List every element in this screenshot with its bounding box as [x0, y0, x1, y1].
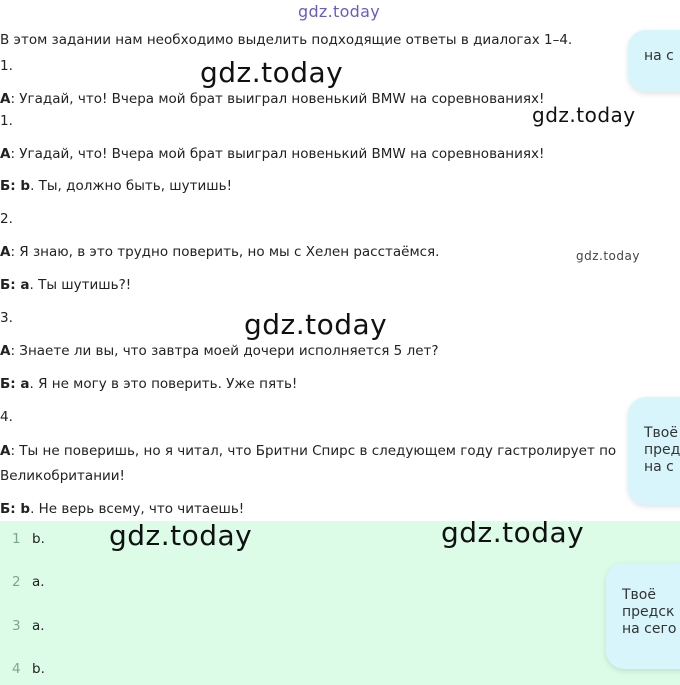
- chat-bubble-bottom[interactable]: [606, 563, 680, 669]
- answer-number: 2: [12, 574, 21, 590]
- dialog-1-line-a: [0, 144, 544, 164]
- bubble-line: на с: [644, 459, 674, 475]
- speaker-b-text: . Я не могу в это поверить. Уже пять!: [29, 376, 298, 392]
- speaker-b-text: . Ты шутишь?!: [29, 277, 132, 293]
- answer-number: 3: [12, 618, 21, 634]
- dialog-4-number: 4.: [0, 409, 13, 425]
- answer-number: 1: [12, 531, 21, 547]
- intro-text: В этом задании нам необходимо выделить подходящие ответы в диалогах 1–4.: [0, 32, 573, 48]
- watermark: gdz.today: [244, 308, 388, 341]
- speaker-a-text: : Знаете ли вы, что завтра моей дочери исполняется 5 лет?: [10, 343, 439, 359]
- answer-value: b.: [32, 531, 45, 547]
- watermark: gdz.today: [576, 249, 640, 263]
- speaker-b-text: . Не верь всему, что читаешь!: [30, 501, 245, 517]
- answer-value: a.: [32, 618, 45, 634]
- dialog-4-line-a-continued: Великобритании!: [0, 468, 125, 484]
- dialog-1-line-b: [0, 176, 232, 196]
- watermark: gdz.today: [109, 519, 253, 552]
- speaker-a-text: : Угадай, что! Вчера мой брат выиграл новенький BMW на соревнованиях!: [10, 146, 545, 162]
- pre-dialog-line-a: [0, 89, 544, 109]
- watermark: gdz.today: [200, 56, 344, 89]
- dialog-2-number: 2.: [0, 211, 13, 227]
- bubble-text: на с: [644, 48, 674, 64]
- bubble-line: пред: [644, 442, 680, 458]
- speaker-b-text: . Ты, должно быть, шутишь!: [30, 178, 232, 194]
- watermark: gdz.today: [441, 516, 585, 549]
- answer-value: a.: [32, 574, 45, 590]
- pre-dialog-number: 1.: [0, 58, 13, 74]
- bubble-line: на сего: [622, 621, 677, 637]
- speaker-b-label: Б: b: [0, 501, 31, 517]
- speaker-b-label: Б: b: [0, 178, 31, 194]
- header-watermark: gdz.today: [298, 2, 380, 21]
- speaker-a-label: А: [0, 343, 11, 359]
- speaker-a-label: А: [0, 443, 11, 459]
- dialog-4-line-a: [0, 441, 616, 461]
- speaker-a-label: А: [0, 91, 11, 107]
- dialog-2-line-b: [0, 275, 131, 295]
- answer-number: 4: [12, 661, 21, 677]
- chat-bubble-middle[interactable]: [628, 397, 680, 505]
- dialog-3-line-b: [0, 374, 297, 394]
- bubble-line: предск: [622, 604, 675, 620]
- speaker-a-label: А: [0, 244, 11, 260]
- dialog-2-line-a: [0, 242, 439, 262]
- speaker-b-label: Б: a: [0, 277, 30, 293]
- speaker-a-text: : Ты не поверишь, но я читал, что Бритни Спирс в следующем году гастролирует по: [10, 443, 617, 459]
- dialog-3-number: 3.: [0, 310, 13, 326]
- speaker-a-text: : Угадай, что! Вчера мой брат выиграл новенький BMW на соревнованиях!: [10, 91, 545, 107]
- dialog-4-line-b: [0, 499, 244, 519]
- bubble-line: Твоё: [622, 587, 656, 603]
- watermark: gdz.today: [532, 103, 636, 127]
- speaker-a-label: А: [0, 146, 11, 162]
- chat-bubble-top[interactable]: [628, 30, 680, 92]
- bubble-line: Твоё: [644, 425, 678, 441]
- speaker-a-text: : Я знаю, в это трудно поверить, но мы с Хелен расстаёмся.: [10, 244, 440, 260]
- dialog-1-number: 1.: [0, 113, 13, 129]
- speaker-b-label: Б: a: [0, 376, 30, 392]
- dialog-3-line-a: [0, 341, 439, 361]
- answer-value: b.: [32, 661, 45, 677]
